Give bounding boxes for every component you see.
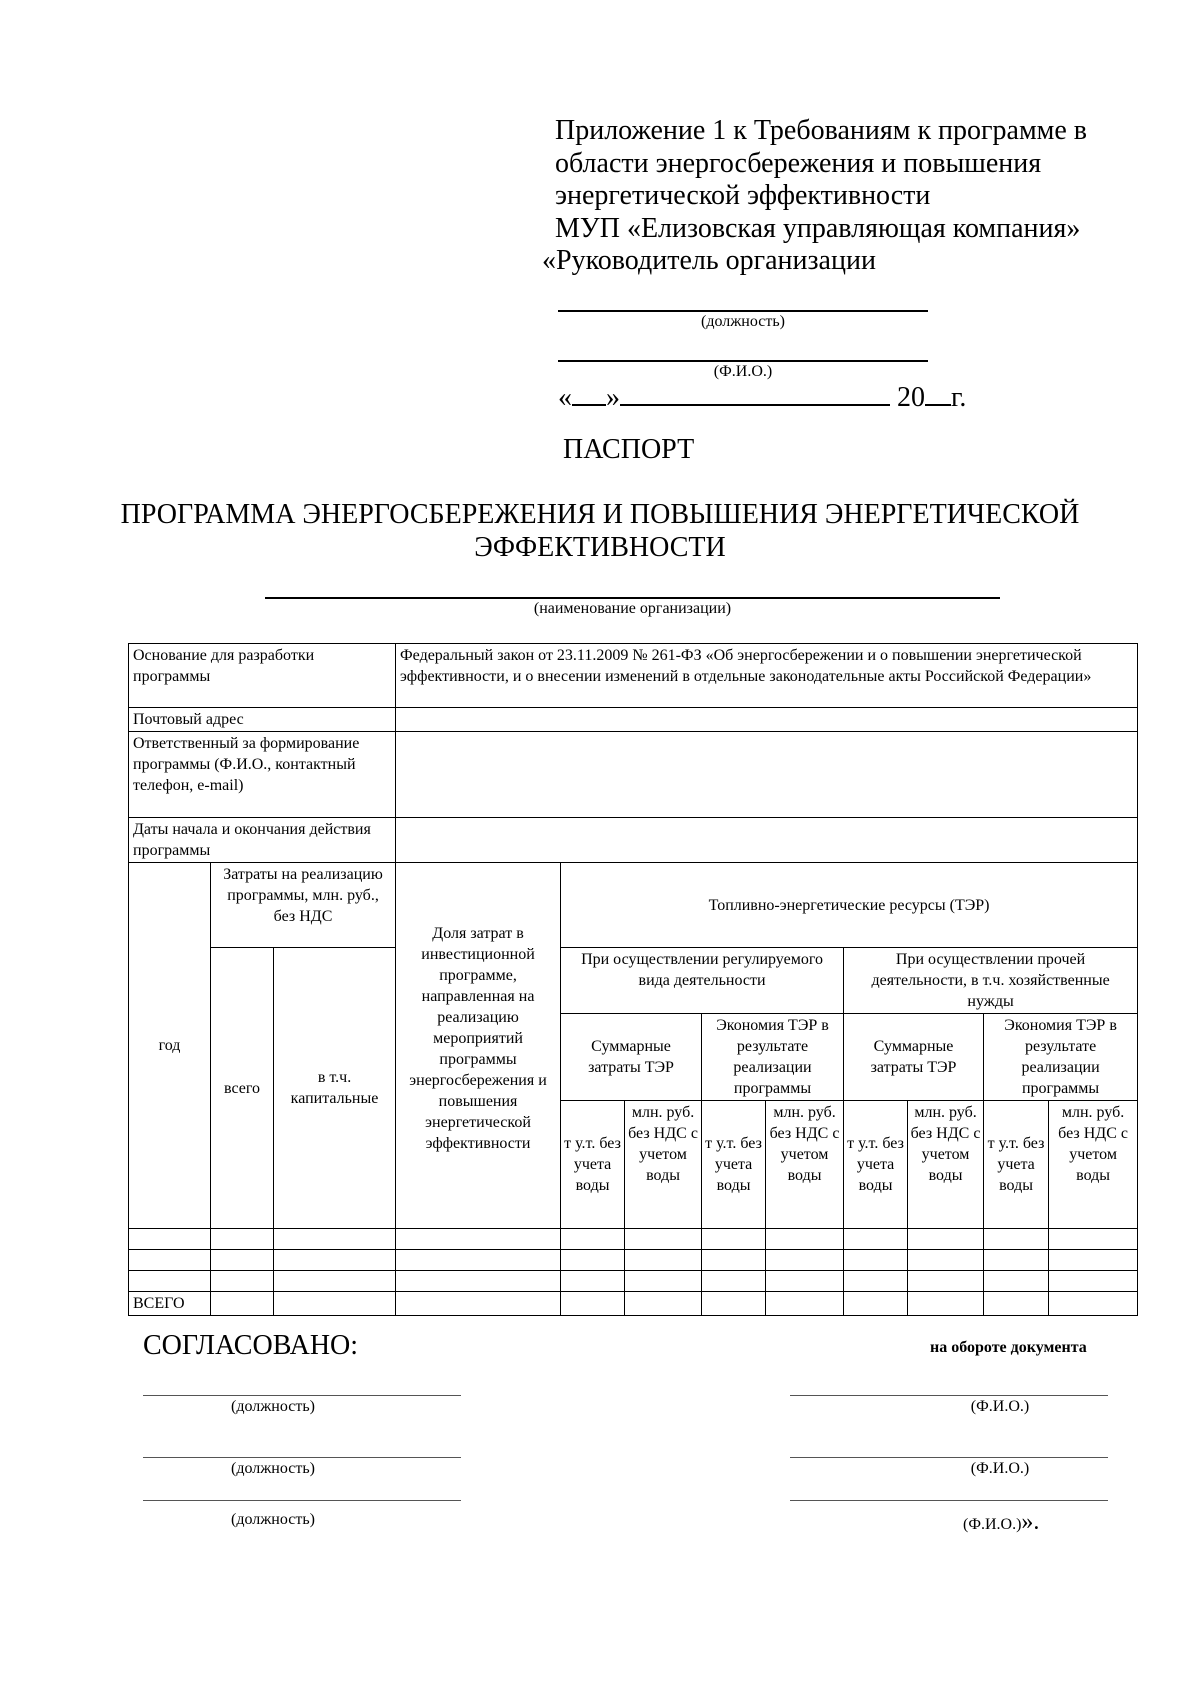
table-cell[interactable]: [396, 1229, 561, 1250]
unit-rub-header: млн. руб. без НДС с учетом воды: [908, 1101, 984, 1229]
table-cell[interactable]: [396, 1271, 561, 1292]
date-close-quote: »: [606, 382, 620, 413]
agreed-position-line-2: [143, 1457, 461, 1458]
table-cell[interactable]: [702, 1271, 766, 1292]
share-header: Доля затрат в инвестиционной программе, направленная на реализацию мероприятий программы энергосбережения и повышения энергетической эффективности: [396, 863, 561, 1229]
organization-caption: (наименование организации): [533, 600, 732, 617]
unit-rub-header: млн. руб. без НДС с учетом воды: [766, 1101, 844, 1229]
header-line-3: энергетической эффективности: [555, 180, 931, 211]
table-header-row: [129, 948, 1138, 1014]
table-cell[interactable]: [766, 1250, 844, 1271]
unit-rub-header: млн. руб. без НДС с учетом воды: [625, 1101, 702, 1229]
table-cell[interactable]: [274, 1292, 396, 1316]
table-row: [129, 1229, 1138, 1250]
date-day-blank: [572, 380, 606, 406]
agreed-fio-caption-3: [930, 1509, 1090, 1536]
table-cell[interactable]: [274, 1271, 396, 1292]
passport-title: ПАСПОРТ: [563, 434, 695, 465]
regulated-sum-costs-header: Суммарные затраты ТЭР: [561, 1014, 702, 1101]
table-cell[interactable]: [908, 1250, 984, 1271]
table-cell[interactable]: [625, 1250, 702, 1271]
table-cell[interactable]: [1049, 1229, 1138, 1250]
dates-value[interactable]: [396, 818, 1138, 863]
table-cell[interactable]: [766, 1292, 844, 1316]
table-row: [129, 644, 1138, 708]
table-cell[interactable]: [211, 1292, 274, 1316]
agreed-fio-caption-2: (Ф.И.О.): [970, 1460, 1030, 1477]
date-year-blank: [925, 380, 951, 406]
table-cell[interactable]: [702, 1229, 766, 1250]
table-cell[interactable]: [844, 1250, 908, 1271]
table-cell[interactable]: [129, 1250, 211, 1271]
table-cell[interactable]: [274, 1250, 396, 1271]
postal-label: Почтовый адрес: [129, 708, 396, 732]
table-cell[interactable]: [702, 1250, 766, 1271]
table-cell[interactable]: [211, 1229, 274, 1250]
date-year-suffix: г.: [951, 382, 967, 413]
year-header: год: [129, 863, 211, 1229]
table-cell[interactable]: [1049, 1271, 1138, 1292]
position-signature-line: [558, 310, 928, 312]
fio-caption: (Ф.И.О.): [713, 363, 773, 380]
table-total-row: [129, 1292, 1138, 1316]
agreed-fio-line-1: [790, 1395, 1108, 1396]
program-title: ПРОГРАММА ЭНЕРГОСБЕРЕЖЕНИЯ И ПОВЫШЕНИЯ ЭНЕРГЕТИЧЕСКОЙ ЭФФЕКТИВНОСТИ: [120, 499, 1080, 563]
table-cell[interactable]: [396, 1292, 561, 1316]
table-header-row: [129, 863, 1138, 948]
closing-quote: ».: [1021, 1509, 1040, 1535]
regulated-savings-header: Экономия ТЭР в результате реализации программы: [702, 1014, 844, 1101]
table-cell[interactable]: [396, 1250, 561, 1271]
responsible-value[interactable]: [396, 732, 1138, 818]
dates-label: Даты начала и окончания действия программы: [129, 818, 396, 863]
agreed-fio-line-3: [790, 1500, 1108, 1501]
other-sum-costs-header: Суммарные затраты ТЭР: [844, 1014, 984, 1101]
agreed-fio-line-2: [790, 1457, 1108, 1458]
table-cell[interactable]: [211, 1250, 274, 1271]
table-cell[interactable]: [984, 1229, 1049, 1250]
table-cell[interactable]: [561, 1292, 625, 1316]
table-cell[interactable]: [561, 1229, 625, 1250]
basis-label: Основание для разработки программы: [129, 644, 396, 708]
agreed-fio-caption-3-text: (Ф.И.О.): [963, 1516, 1022, 1533]
costs-header: Затраты на реализацию программы, млн. руб., без НДС: [211, 863, 396, 948]
header-line-4: МУП «Елизовская управляющая компания»: [555, 212, 1081, 244]
table-cell[interactable]: [844, 1271, 908, 1292]
table-cell[interactable]: [984, 1271, 1049, 1292]
table-row: [129, 732, 1138, 818]
table-row: [129, 818, 1138, 863]
table-cell[interactable]: [625, 1292, 702, 1316]
date-month-blank: [620, 380, 890, 406]
ter-header: Топливно-энергетические ресурсы (ТЭР): [561, 863, 1138, 948]
table-cell[interactable]: [844, 1292, 908, 1316]
fio-signature-line: [558, 360, 928, 362]
date-open-quote: «: [558, 382, 572, 413]
header-line-2: области энергосбережения и повышения: [555, 147, 1042, 179]
table-cell[interactable]: [1049, 1250, 1138, 1271]
agreed-position-caption-3: (должность): [231, 1511, 315, 1528]
position-caption: (должность): [701, 313, 785, 330]
agreed-position-line-1: [143, 1395, 461, 1396]
table-cell[interactable]: [984, 1250, 1049, 1271]
approval-header: [542, 115, 1175, 278]
agreed-position-caption-2: (должность): [231, 1460, 315, 1477]
table-cell[interactable]: [1049, 1292, 1138, 1316]
table-cell[interactable]: [561, 1271, 625, 1292]
passport-table: [128, 643, 1138, 1316]
table-cell[interactable]: [129, 1229, 211, 1250]
agreed-position-line-3: [143, 1500, 461, 1501]
basis-value: Федеральный закон от 23.11.2009 № 261-ФЗ «Об энергосбережении и о повышении энергетической эффективности, и о внесении изменений в отдельные законодательные акты Российской Федерации»: [396, 644, 1138, 708]
capital-costs-header: в т.ч. капитальные: [274, 948, 396, 1229]
table-cell[interactable]: [625, 1271, 702, 1292]
approval-date: [558, 380, 966, 414]
total-costs-header: всего: [211, 948, 274, 1229]
date-year-prefix: 20: [897, 382, 925, 413]
table-row: [129, 1271, 1138, 1292]
grand-total-label: ВСЕГО: [129, 1292, 211, 1316]
unit-tut-header: т у.т. без учета воды: [844, 1101, 908, 1229]
unit-tut-header: т у.т. без учета воды: [984, 1101, 1049, 1229]
table-cell[interactable]: [984, 1292, 1049, 1316]
agreed-title: СОГЛАСОВАНО:: [143, 1330, 359, 1361]
unit-tut-header: т у.т. без учета воды: [702, 1101, 766, 1229]
table-cell[interactable]: [844, 1229, 908, 1250]
table-row: [129, 708, 1138, 732]
other-savings-header: Экономия ТЭР в результате реализации программы: [984, 1014, 1138, 1101]
unit-rub-header: млн. руб. без НДС с учетом воды: [1049, 1101, 1138, 1229]
agreed-position-caption-1: (должность): [231, 1398, 315, 1415]
table-cell[interactable]: [908, 1229, 984, 1250]
organization-name-line: [265, 597, 1000, 599]
table-cell[interactable]: [766, 1271, 844, 1292]
table-cell[interactable]: [561, 1250, 625, 1271]
agreed-fio-caption-1: (Ф.И.О.): [970, 1398, 1030, 1415]
header-line-1: Приложение 1 к Требованиям к программе в: [555, 115, 1088, 146]
unit-tut-header: т у.т. без учета воды: [561, 1101, 625, 1229]
table-row: [129, 1250, 1138, 1271]
other-activity-header: При осуществлении прочей деятельности, в т.ч. хозяйственные нужды: [844, 948, 1138, 1014]
table-cell[interactable]: [908, 1271, 984, 1292]
responsible-label: Ответственный за формирование программы (Ф.И.О., контактный телефон, e-mail): [129, 732, 396, 818]
table-cell[interactable]: [211, 1271, 274, 1292]
regulated-activity-header: При осуществлении регулируемого вида деятельности: [561, 948, 844, 1014]
postal-value[interactable]: [396, 708, 1138, 732]
table-cell[interactable]: [702, 1292, 766, 1316]
table-cell[interactable]: [129, 1271, 211, 1292]
header-line-5: «Руководитель организации: [542, 245, 876, 276]
table-cell[interactable]: [908, 1292, 984, 1316]
table-cell[interactable]: [766, 1229, 844, 1250]
reverse-note: на обороте документа: [930, 1339, 1087, 1356]
table-cell[interactable]: [274, 1229, 396, 1250]
table-cell[interactable]: [625, 1229, 702, 1250]
